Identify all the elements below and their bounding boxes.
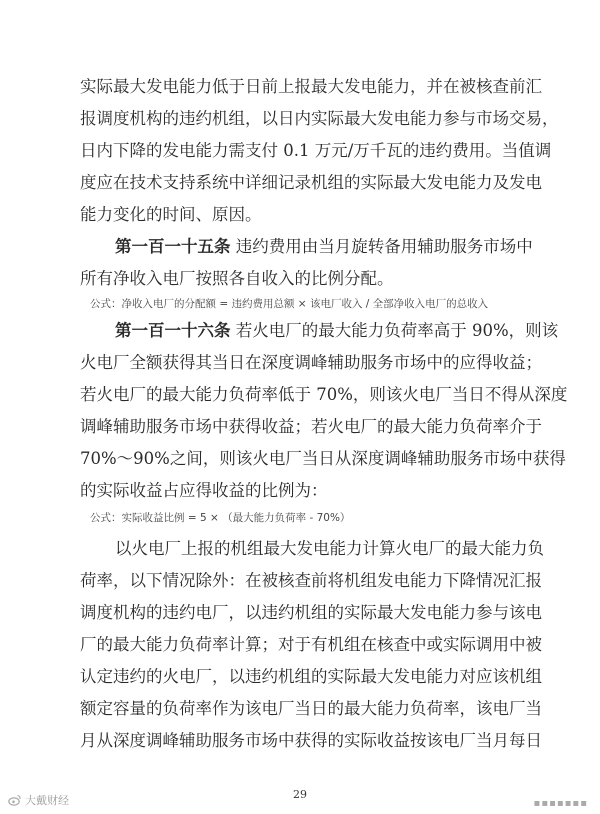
watermark-text: 大戴财经 <box>25 794 69 807</box>
formula-revenue-ratio: 公式：实际收益比例 = 5 × （最大能力负荷率 - 70%） <box>90 512 351 524</box>
text-line: 度应在技术支持系统中详细记录机组的实际最大发电能力及发电 <box>80 173 542 192</box>
text-line: 月从深度调峰辅助服务市场中获得的实际收益按该电厂当月每日 <box>80 731 542 750</box>
watermark <box>8 792 69 808</box>
text-line: 火电厂全额获得其当日在深度调峰辅助服务市场中的应得收益； <box>80 353 542 372</box>
article-115-heading: 第一百一十五条 <box>115 237 231 256</box>
text-line: 实际最大发电能力低于日前上报最大发电能力，并在被核查前汇 <box>80 77 542 96</box>
text-line: 认定违约的火电厂，以违约机组的实际最大发电能力对应该机组 <box>80 667 542 686</box>
text-line: 若火电厂的最大能力负荷率低于 70%，则该火电厂当日不得从深度 <box>80 385 568 404</box>
text-line: 荷率，以下情况除外：在被核查前将机组发电能力下降情况汇报 <box>80 571 542 590</box>
text-line: 70%～90%之间，则该火电厂当日从深度调峰辅助服务市场中获得 <box>80 449 566 468</box>
text-line: 厂的最大能力负荷率计算；对于有机组在核查中或实际调用中被 <box>80 635 542 654</box>
page-number: 29 <box>293 788 307 801</box>
text-line: 调度机构的违约电厂，以违约机组的实际最大发电能力参与该电 <box>80 603 542 622</box>
formula-distribution: 公式：净收入电厂的分配额 = 违约费用总额 × 该电厂收入 / 全部净收入电厂的总收入 <box>90 298 489 310</box>
weibo-icon <box>8 793 22 807</box>
text-line: 以火电厂上报的机组最大发电能力计算火电厂的最大能力负 <box>115 539 544 558</box>
text-line: 报调度机构的违约机组，以日内实际最大发电能力参与市场交易， <box>80 109 559 128</box>
article-116-line <box>0 320 600 342</box>
article-116-text: 若火电厂的最大能力负荷率高于 90%，则该 <box>235 321 559 340</box>
text-line: 调峰辅助服务市场中获得收益；若火电厂的最大能力负荷率介于 <box>80 417 542 436</box>
text-line: 额定容量的负荷率作为该电厂当日的最大能力负荷率，该电厂当 <box>80 699 542 718</box>
text-line: 的实际收益占应得收益的比例为： <box>80 481 328 500</box>
article-116-heading: 第一百一十六条 <box>115 321 231 340</box>
text-line: 能力变化的时间、原因。 <box>80 205 262 224</box>
article-115-text: 违约费用由当月旋转备用辅助服务市场中 <box>235 237 533 256</box>
text-line: 日内下降的发电能力需支付 0.1 万元/万千瓦的违约费用。当值调 <box>80 141 552 160</box>
text-line: 所有净收入电厂按照各自收入的比例分配。 <box>80 269 394 288</box>
decorative-dots: ▪▪▪▪▪▪▪ <box>533 798 588 809</box>
article-115-line <box>0 236 600 258</box>
